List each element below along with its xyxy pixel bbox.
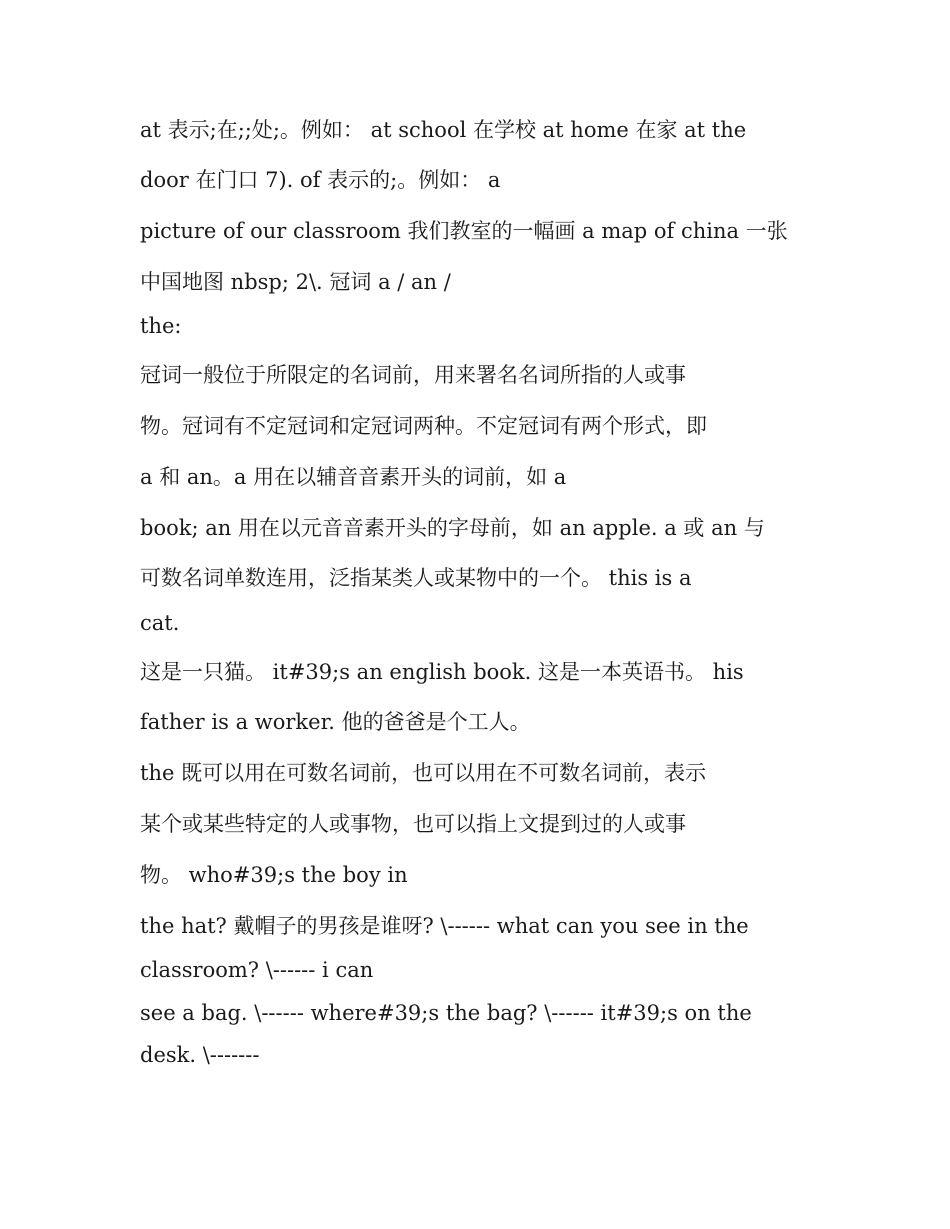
text-line: at 表示;在;;处;。例如： at school 在学校 at home 在家 at the bbox=[140, 118, 747, 142]
text-line: book; an 用在以元音音素开头的字母前，如 an apple. a 或 an 与 bbox=[140, 516, 765, 540]
text-line: the hat? 戴帽子的男孩是谁呀? \------ what can you see in the bbox=[140, 914, 749, 938]
text-line: the 既可以用在可数名词前，也可以用在不可数名词前，表示 bbox=[140, 761, 707, 785]
text-line: 物。 who#39;s the boy in bbox=[140, 863, 408, 887]
text-line: 中国地图 nbsp; 2\. 冠词 a / an / bbox=[140, 270, 451, 294]
text-line: picture of our classroom 我们教室的一幅画 a map of china 一张 bbox=[140, 219, 788, 243]
text-line: see a bag. \------ where#39;s the bag? \------ it#39;s on the bbox=[140, 1001, 752, 1025]
text-line: 物。冠词有不定冠词和定冠词两种。不定冠词有两个形式，即 bbox=[140, 414, 707, 438]
text-line: a 和 an。a 用在以辅音音素开头的词前，如 a bbox=[140, 465, 567, 489]
text-line: door 在门口 7). of 表示的;。例如： a bbox=[140, 168, 501, 192]
text-line: cat. bbox=[140, 611, 180, 635]
text-line: the: bbox=[140, 314, 182, 338]
text-line: 冠词一般位于所限定的名词前，用来署名名词所指的人或事 bbox=[140, 363, 686, 387]
text-line: 这是一只猫。 it#39;s an english book. 这是一本英语书。 his bbox=[140, 660, 744, 684]
text-line: desk. \------- bbox=[140, 1043, 260, 1067]
text-line: father is a worker. 他的爸爸是个工人。 bbox=[140, 710, 531, 734]
text-line: 可数名词单数连用，泛指某类人或某物中的一个。 this is a bbox=[140, 566, 692, 590]
text-line: 某个或某些特定的人或事物，也可以指上文提到过的人或事 bbox=[140, 812, 686, 836]
text-line: classroom? \------ i can bbox=[140, 958, 374, 982]
